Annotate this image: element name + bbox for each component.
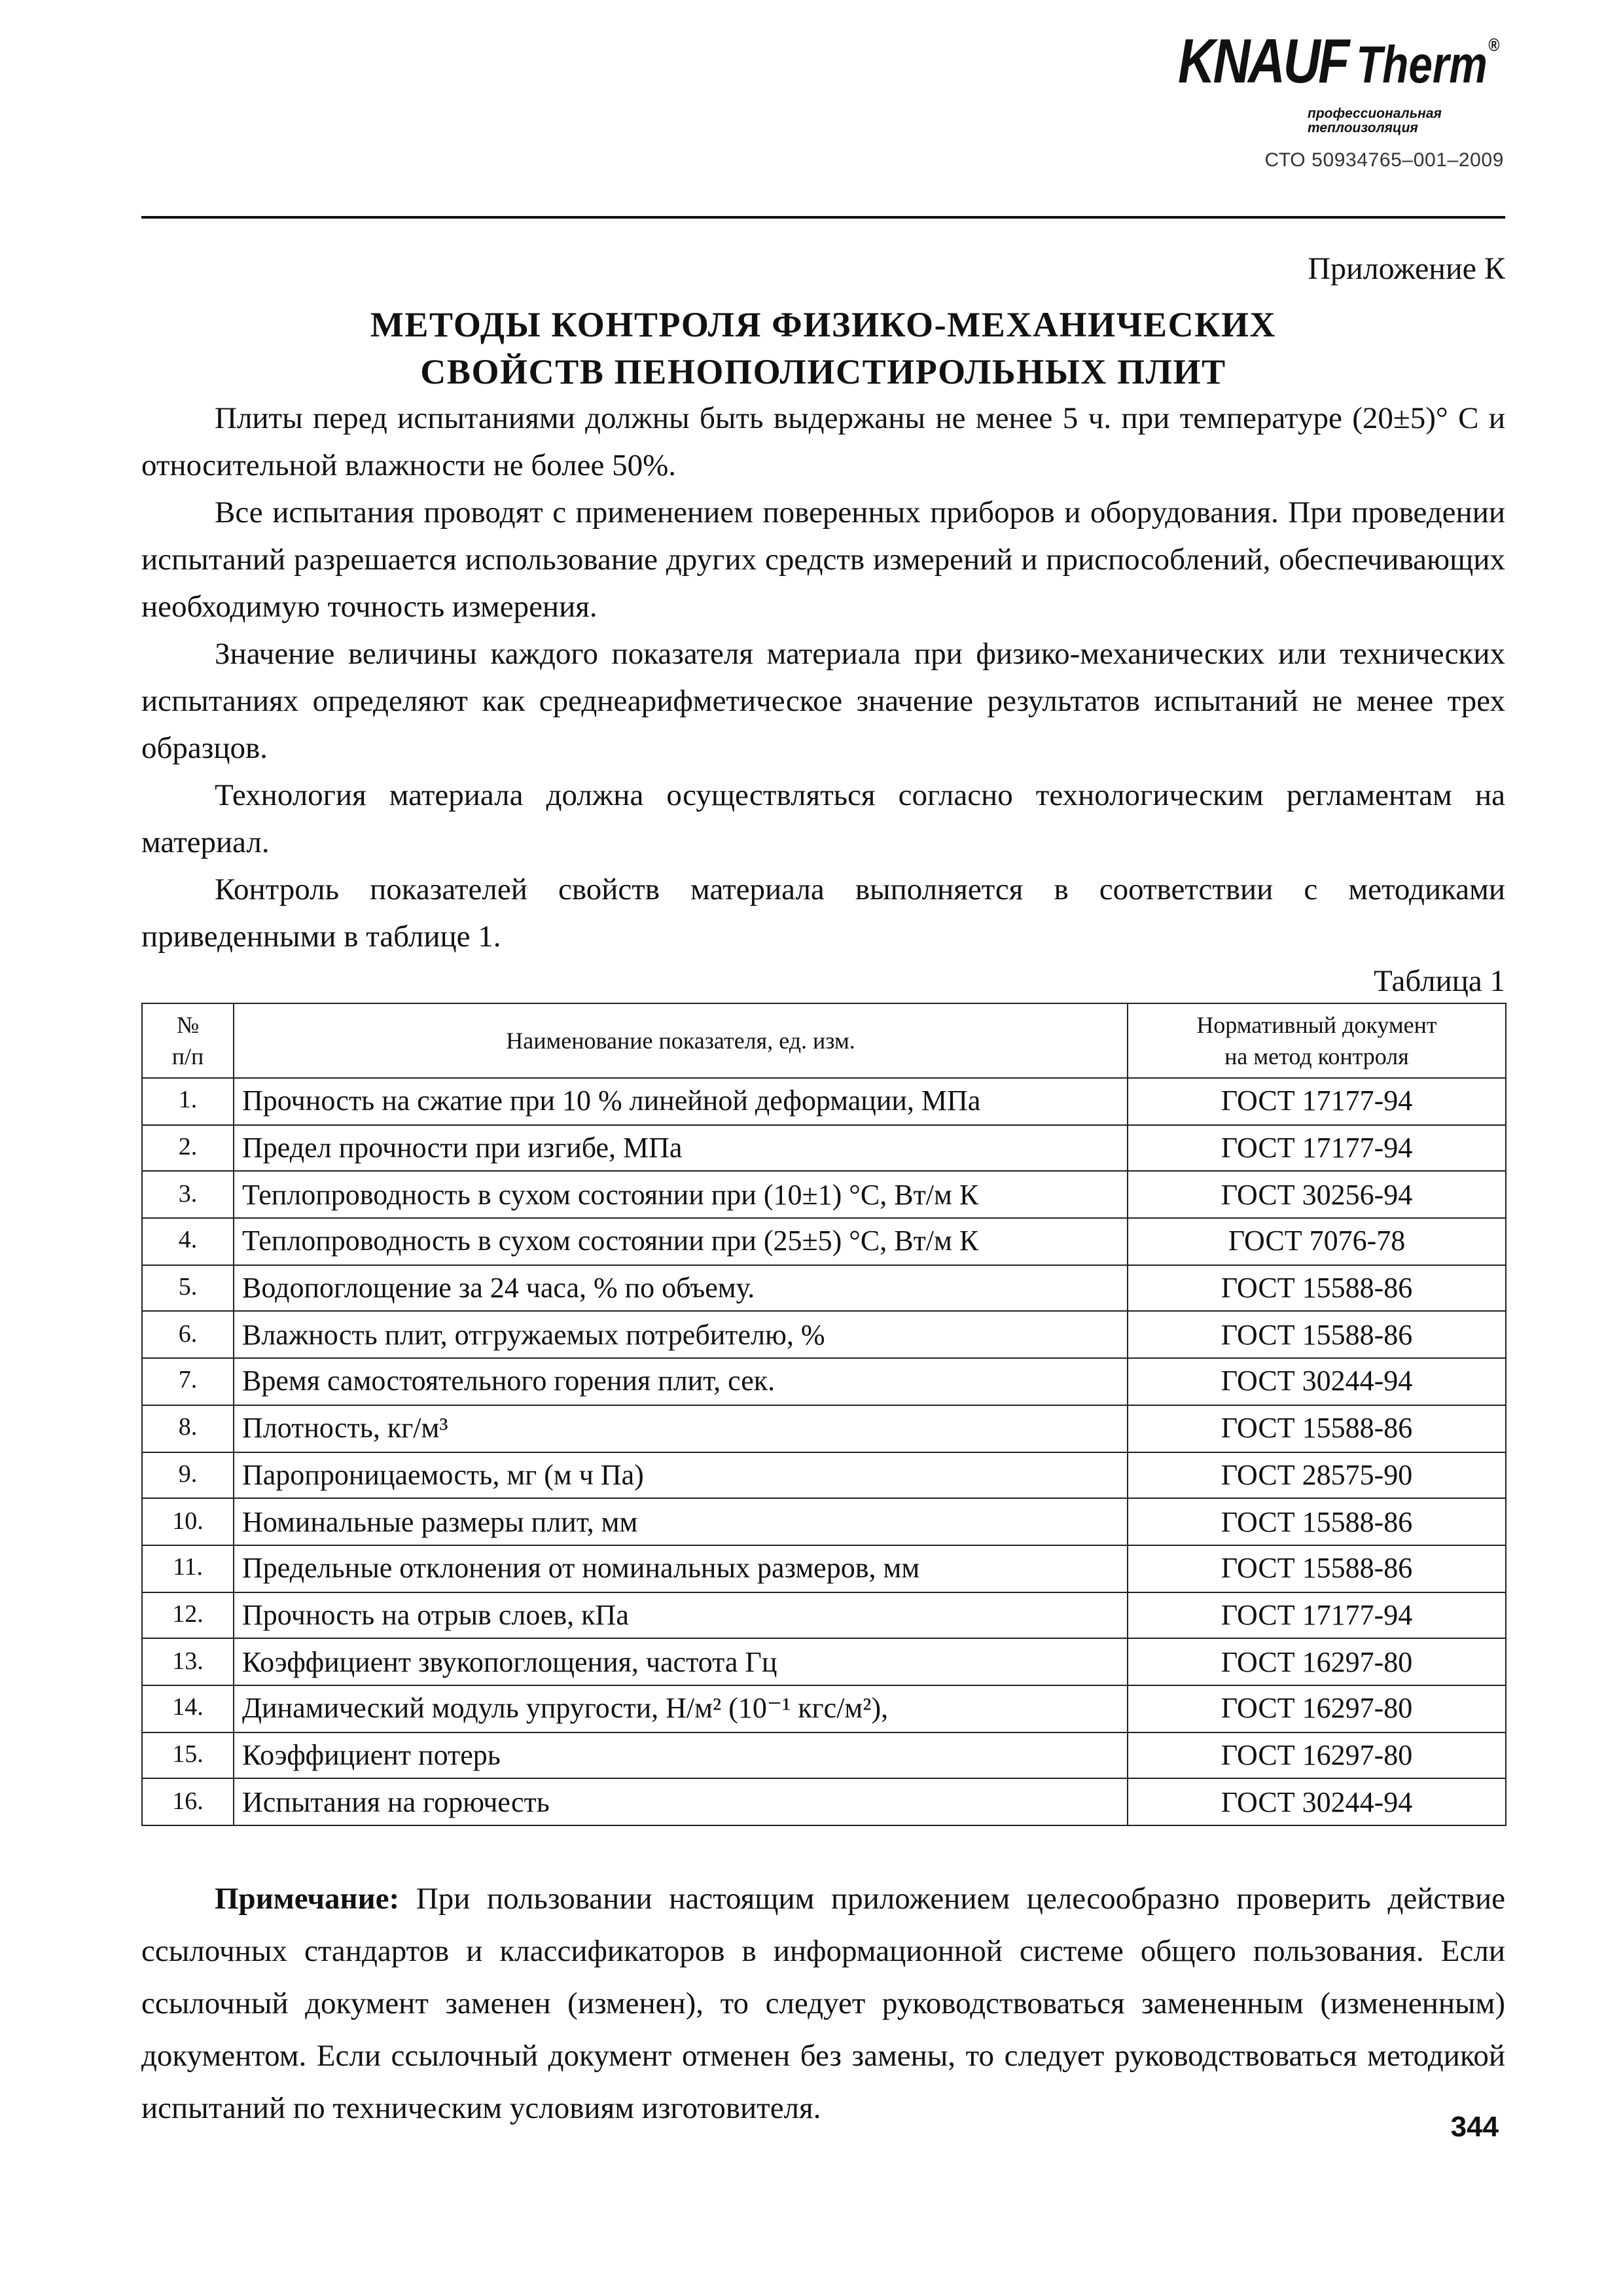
note-text: При пользовании настоящим приложением целесообразно проверить действие ссылочных стандартов и классификаторов в информационной системе общего пользования. Если ссылочный документ заменен (изменен), то следует руководствоваться замененным (измененным) документом. Если ссылочный документ отменен без замены, то следует руководствоваться методикой испытаний по техническим условиям изготовителя. [141,1882,1505,2126]
brand-tagline-1: профессиональная [1308,106,1442,122]
page-title-line-1: МЕТОДЫ КОНТРОЛЯ ФИЗИКО-МЕХАНИЧЕСКИХ [370,305,1277,344]
row-indicator-name: Предел прочности при изгибе, МПа [234,1124,1128,1171]
paragraph: Технология материала должна осуществляться согласно технологическим регламентам на материал. [141,779,1505,860]
paragraph: Плиты перед испытаниями должны быть выдержаны не менее 5 ч. при температуре (20±5)° С и относительной влажности не более 50%. [141,402,1505,483]
paragraph: Контроль показателей свойств материала выполняется в соответствии с методиками приведенными в таблице 1. [141,873,1505,954]
row-normative-document: ГОСТ 15588-86 [1128,1405,1506,1452]
table-row [142,1452,1506,1498]
row-number: 15. [142,1732,234,1778]
table-row [142,1172,1506,1218]
row-number: 9. [142,1452,234,1498]
row-number: 12. [142,1592,234,1638]
row-indicator-name: Паропроницаемость, мг (м ч Па) [234,1452,1128,1498]
header-number: № п/п [142,1003,234,1078]
page-content [141,249,1505,2135]
row-number: 1. [142,1078,234,1124]
table-header-row [142,1003,1506,1078]
row-normative-document: ГОСТ 16297-80 [1128,1685,1506,1732]
row-indicator-name: Теплопроводность в сухом состоянии при (10±1) °С, Вт/м К [234,1172,1128,1218]
brand-knauf: KNAUF [1178,27,1348,97]
note-label: Примечание: [215,1882,400,1916]
paragraph: Все испытания проводят с применением поверенных приборов и оборудования. При проведении испытаний разрешается использование других средств измерений и приспособлений, обеспечивающих необходимую точность измерения. [141,496,1505,624]
row-number: 8. [142,1405,234,1452]
brand-therm: Therm [1356,37,1488,94]
appendix-label: Приложение К [1308,253,1505,287]
table-row [142,1124,1506,1171]
table-row [142,1779,1506,1825]
row-indicator-name: Водопоглощение за 24 часа, % по объему. [234,1265,1128,1312]
document-code: СТО 50934765–001–2009 [1264,149,1504,171]
row-number: 3. [142,1172,234,1218]
table-body [142,1078,1506,1825]
brand-wordmark [1178,26,1499,98]
row-normative-document: ГОСТ 28575-90 [1128,1452,1506,1498]
brand-tagline-2: теплоизоляция [1308,120,1418,136]
note-paragraph [141,1873,1505,2135]
row-indicator-name: Коэффициент потерь [234,1732,1128,1778]
row-indicator-name: Предельные отклонения от номинальных размеров, мм [234,1545,1128,1592]
knauf-therm-logo [1178,26,1505,144]
row-number: 2. [142,1124,234,1171]
table-caption: Таблица 1 [1373,965,1505,999]
methods-table [141,1003,1507,1826]
row-indicator-name: Прочность на отрыв слоев, кПа [234,1592,1128,1638]
table-row [142,1685,1506,1732]
row-normative-document: ГОСТ 30244-94 [1128,1358,1506,1405]
header-indicator-name: Наименование показателя, ед. изм. [234,1003,1128,1078]
table-row [142,1732,1506,1778]
row-number: 6. [142,1312,234,1358]
row-number: 11. [142,1545,234,1592]
table-row [142,1078,1506,1124]
row-indicator-name: Номинальные размеры плит, мм [234,1498,1128,1545]
page-title [141,301,1505,395]
header-divider [141,216,1505,219]
row-indicator-name: Плотность, кг/м³ [234,1405,1128,1452]
row-indicator-name: Теплопроводность в сухом состоянии при (25±5) °С, Вт/м К [234,1218,1128,1265]
row-normative-document: ГОСТ 15588-86 [1128,1312,1506,1358]
row-number: 14. [142,1685,234,1732]
table-row [142,1498,1506,1545]
row-indicator-name: Коэффициент звукопоглощения, частота Гц [234,1639,1128,1685]
table-row [142,1265,1506,1312]
table-row [142,1592,1506,1638]
row-indicator-name: Прочность на сжатие при 10 % линейной деформации, МПа [234,1078,1128,1124]
registered-mark: ® [1488,34,1500,55]
table-row [142,1405,1506,1452]
paragraph: Значение величины каждого показателя материала при физико-механических или технических испытаниях определяют как среднеарифметическое значение результатов испытаний не менее трех образцов. [141,637,1505,766]
table-row [142,1639,1506,1685]
row-number: 5. [142,1265,234,1312]
row-normative-document: ГОСТ 16297-80 [1128,1732,1506,1778]
row-normative-document: ГОСТ 17177-94 [1128,1124,1506,1171]
table-row [142,1545,1506,1592]
row-number: 10. [142,1498,234,1545]
table-row [142,1218,1506,1265]
row-indicator-name: Влажность плит, отгружаемых потребителю, % [234,1312,1128,1358]
row-normative-document: ГОСТ 30256-94 [1128,1172,1506,1218]
row-indicator-name: Испытания на горючесть [234,1779,1128,1825]
header-normative-document: Нормативный документ на метод контроля [1128,1003,1506,1078]
page-number: 344 [1450,2110,1499,2143]
row-normative-document: ГОСТ 15588-86 [1128,1545,1506,1592]
table-row [142,1358,1506,1405]
row-normative-document: ГОСТ 17177-94 [1128,1078,1506,1124]
page-title-line-2: СВОЙСТВ ПЕНОПОЛИСТИРОЛЬНЫХ ПЛИТ [420,352,1226,391]
table-row [142,1312,1506,1358]
row-indicator-name: Время самостоятельного горения плит, сек. [234,1358,1128,1405]
row-normative-document: ГОСТ 15588-86 [1128,1498,1506,1545]
row-number: 7. [142,1358,234,1405]
row-normative-document: ГОСТ 30244-94 [1128,1779,1506,1825]
row-number: 4. [142,1218,234,1265]
row-indicator-name: Динамический модуль упругости, Н/м² (10⁻¹ кгс/м²), [234,1685,1128,1732]
row-normative-document: ГОСТ 15588-86 [1128,1265,1506,1312]
row-number: 16. [142,1779,234,1825]
row-normative-document: ГОСТ 17177-94 [1128,1592,1506,1638]
row-normative-document: ГОСТ 16297-80 [1128,1639,1506,1685]
row-normative-document: ГОСТ 7076-78 [1128,1218,1506,1265]
row-number: 13. [142,1639,234,1685]
